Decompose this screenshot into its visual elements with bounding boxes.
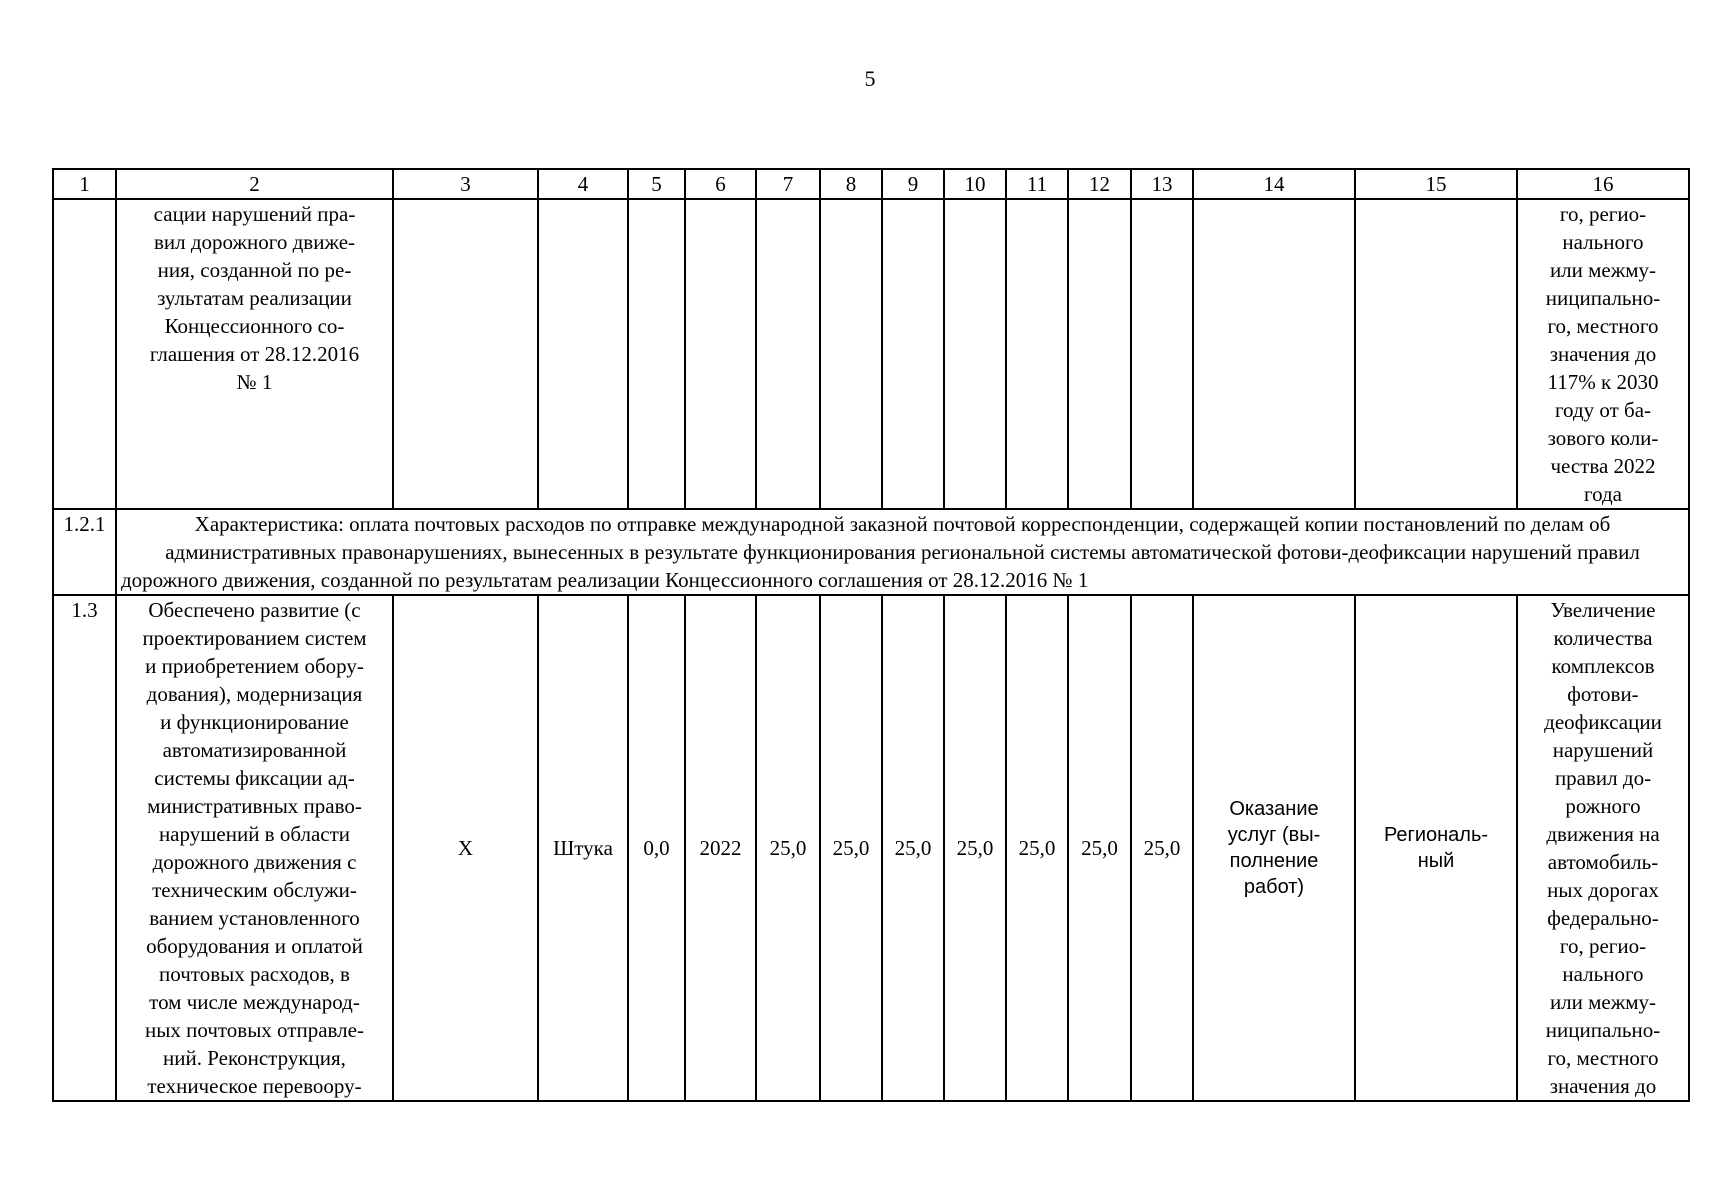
header-cell: 8 — [820, 169, 882, 199]
cell-empty — [1068, 199, 1131, 509]
cell-empty — [1193, 199, 1355, 509]
cell-empty — [756, 199, 820, 509]
header-cell: 2 — [116, 169, 393, 199]
header-cell: 5 — [628, 169, 685, 199]
cell-value: 25,0 — [1006, 595, 1068, 1101]
header-cell: 7 — [756, 169, 820, 199]
cell-empty — [944, 199, 1006, 509]
header-cell: 14 — [1193, 169, 1355, 199]
header-cell: 4 — [538, 169, 628, 199]
cell-expected-result: Увеличение количества комплексов фотови- деофиксации нарушений правил до- рожного движения на автомобиль- ных дорогах федерально- го, регио- нального или межму- ниципально- го, местного значения до — [1517, 595, 1689, 1101]
cell-task-description: Обеспечено развитие (с проектированием систем и приобретением обору- дования), модернизация и функционирование автоматизированной системы фиксации ад- министративных право- нарушений в области дорожного движения с техническим обслужи- ванием установленного оборудования и оплатой почтовых расходов, в том числе международ- ных почтовых отправле- ний. Реконструкция, техническое перевоору- — [116, 595, 393, 1101]
header-cell: 12 — [1068, 169, 1131, 199]
table-row-task — [53, 595, 1689, 1101]
header-cell: 13 — [1131, 169, 1193, 199]
cell-value: 25,0 — [756, 595, 820, 1101]
table-row-continuation — [53, 199, 1689, 509]
cell-task-description: сации нарушений пра- вил дорожного движе- ния, созданной по ре- зультатам реализации Концессионного со- глашения от 28.12.2016 № 1 — [116, 199, 393, 509]
cell-task-type: Оказание услуг (вы- полнение работ) — [1193, 595, 1355, 1101]
cell-empty — [53, 199, 116, 509]
header-cell: 10 — [944, 169, 1006, 199]
header-cell: 15 — [1355, 169, 1517, 199]
cell-value: 25,0 — [1068, 595, 1131, 1101]
table-row-characteristic — [53, 509, 1689, 595]
cell-value: X — [393, 595, 538, 1101]
cell-value: 25,0 — [820, 595, 882, 1101]
cell-base-year: 2022 — [685, 595, 756, 1101]
cell-row-number: 1.3 — [53, 595, 116, 1101]
header-cell: 1 — [53, 169, 116, 199]
cell-empty — [393, 199, 538, 509]
cell-value: 25,0 — [944, 595, 1006, 1101]
column-number-row — [53, 169, 1689, 199]
header-cell: 9 — [882, 169, 944, 199]
cell-value: 25,0 — [882, 595, 944, 1101]
cell-row-number: 1.2.1 — [53, 509, 116, 595]
header-cell: 16 — [1517, 169, 1689, 199]
cell-empty — [628, 199, 685, 509]
header-cell: 6 — [685, 169, 756, 199]
cell-unit: Штука — [538, 595, 628, 1101]
cell-empty — [1355, 199, 1517, 509]
cell-empty — [1006, 199, 1068, 509]
indicators-table — [52, 168, 1690, 1102]
cell-empty — [538, 199, 628, 509]
cell-characteristic: Характеристика: оплата почтовых расходов по отправке международной заказной почтовой корреспонденции, содержащей копии постановлений по делам об административных правонарушениях, вынесенных в результате функционирования региональной системы автоматической фотови-деофиксации нарушений правил дорожного движения, созданной по результатам реализации Концессионного соглашения от 28.12.2016 № 1 — [116, 509, 1689, 595]
cell-empty — [685, 199, 756, 509]
header-cell: 3 — [393, 169, 538, 199]
cell-level: Региональ- ный — [1355, 595, 1517, 1101]
cell-empty — [1131, 199, 1193, 509]
cell-empty — [882, 199, 944, 509]
header-cell: 11 — [1006, 169, 1068, 199]
cell-empty — [820, 199, 882, 509]
page-number: 5 — [864, 66, 876, 91]
cell-value: 25,0 — [1131, 595, 1193, 1101]
cell-expected-result: го, регио- нального или межму- ниципально- го, местного значения до 117% к 2030 году от ба- зового коли- чества 2022 года — [1517, 199, 1689, 509]
cell-value: 0,0 — [628, 595, 685, 1101]
